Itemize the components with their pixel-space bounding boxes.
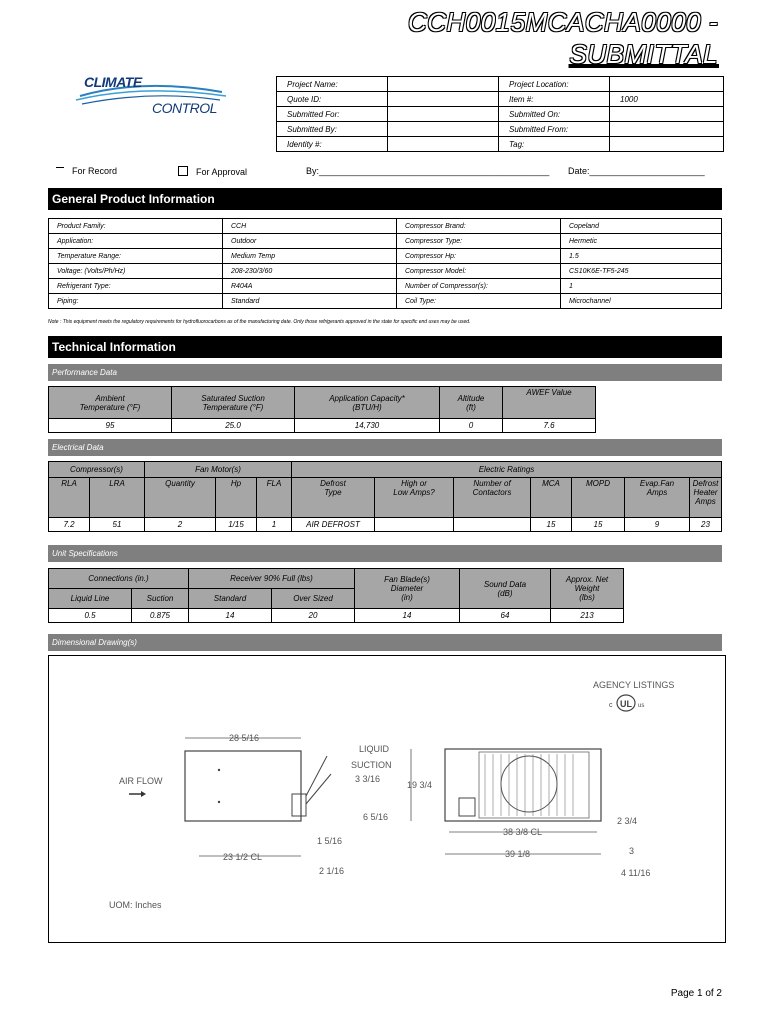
fan-guard-icon	[501, 756, 557, 812]
gen-label: Compressor Brand:	[397, 219, 561, 234]
elec-header: FLA	[257, 478, 292, 518]
unit-group-header: Connections (in.)	[49, 569, 189, 589]
page-number: Page 1 of 2	[670, 988, 722, 999]
unit-value: 0.875	[132, 609, 189, 623]
logo-line2: CONTROL	[152, 100, 217, 116]
project-value[interactable]	[388, 137, 499, 152]
elec-value: 51	[90, 518, 145, 532]
unit-group-header: Approx. Net Weight (lbs)	[551, 569, 624, 609]
project-label: Submitted From:	[499, 122, 610, 137]
logo-line1: CLIMATE	[84, 74, 142, 90]
dim-d9-label: 3	[629, 846, 635, 856]
unit-specifications-label: Unit Specifications	[48, 545, 722, 562]
gen-label: Refrigerant Type:	[49, 279, 223, 294]
project-value[interactable]	[610, 122, 724, 137]
for-approval-option[interactable]	[178, 166, 247, 177]
project-info-table	[276, 76, 724, 152]
gen-label: Temperature Range:	[49, 249, 223, 264]
project-value[interactable]	[610, 77, 724, 92]
dim-d5-label: 2 1/16	[319, 866, 345, 876]
gen-label: Compressor Type:	[397, 234, 561, 249]
project-label: Identity #:	[277, 137, 388, 152]
perf-header: Saturated Suction Temperature (°F)	[172, 387, 295, 419]
elec-header: Evap.Fan Amps	[625, 478, 690, 518]
elec-value: 15	[572, 518, 625, 532]
gen-label: Compressor Model:	[397, 264, 561, 279]
perf-value: 0	[440, 419, 503, 433]
elec-value: 7.2	[49, 518, 90, 532]
electrical-table	[48, 461, 722, 532]
approval-checkbox[interactable]	[178, 166, 188, 176]
svg-text:c: c	[609, 702, 613, 709]
gen-value: Medium Temp	[223, 249, 397, 264]
project-value[interactable]	[610, 137, 724, 152]
airflow-label: AIR FLOW	[119, 776, 163, 786]
unit-group-header: Receiver 90% Full (lbs)	[189, 569, 355, 589]
unit-drawing-svg	[49, 656, 725, 942]
project-label: Submitted By:	[277, 122, 388, 137]
general-section-header: General Product Information	[48, 188, 722, 210]
elec-header: RLA	[49, 478, 90, 518]
dim-d6-label: 2 3/4	[617, 816, 638, 826]
perf-header: Application Capacity* (BTU/H)	[295, 387, 440, 419]
performance-table	[48, 386, 596, 433]
elec-value: 9	[625, 518, 690, 532]
dim-d2-label: 6 5/16	[363, 812, 389, 822]
unit-value: 14	[355, 609, 460, 623]
gen-label: Compressor Hp:	[397, 249, 561, 264]
elec-value: 2	[145, 518, 216, 532]
dim-d7-label: 38 3/8 CL	[503, 827, 543, 837]
elec-value: 23	[690, 518, 722, 532]
project-label: Project Location:	[499, 77, 610, 92]
perf-value: 14,730	[295, 419, 440, 433]
by-field[interactable]: By:______________________________________________	[306, 166, 550, 176]
title-line1: CCH0015MCACHA0000 -	[407, 7, 718, 37]
unit-value: 213	[551, 609, 624, 623]
gen-value: Hermetic	[561, 234, 722, 249]
suction-label: SUCTION	[351, 760, 392, 770]
gen-label: Number of Compressor(s):	[397, 279, 561, 294]
project-label: Quote ID:	[277, 92, 388, 107]
gen-label: Application:	[49, 234, 223, 249]
gen-label: Voltage: (Volts/Ph/Hz)	[49, 264, 223, 279]
elec-header: LRA	[90, 478, 145, 518]
gen-value: CCH	[223, 219, 397, 234]
dim-width-label: 28 5/16	[229, 733, 260, 743]
general-info-table	[48, 218, 722, 309]
perf-header: Altitude (ft)	[440, 387, 503, 419]
elec-group-header: Electric Ratings	[292, 462, 722, 478]
agency-listings-text: AGENCY LISTINGS	[593, 680, 675, 690]
elec-value	[375, 518, 454, 532]
elec-header: MOPD	[572, 478, 625, 518]
elec-value	[454, 518, 531, 532]
for-record-option[interactable]	[56, 166, 117, 176]
coil-fins	[485, 754, 573, 816]
gen-value: R404A	[223, 279, 397, 294]
electrical-data-label: Electrical Data	[48, 439, 722, 456]
project-label: Submitted For:	[277, 107, 388, 122]
gen-value: Standard	[223, 294, 397, 309]
company-logo	[62, 70, 242, 130]
unit-value: 64	[460, 609, 551, 623]
elec-value: 15	[531, 518, 572, 532]
title-line2: SUBMITTAL	[569, 39, 718, 69]
document-title	[408, 6, 718, 70]
for-record-label: For Record	[72, 166, 118, 176]
perf-header: AWEF Value	[503, 387, 596, 419]
elec-value: 1/15	[216, 518, 257, 532]
elec-header: Defrost Type	[292, 478, 375, 518]
project-value[interactable]	[388, 122, 499, 137]
gen-value: 1	[561, 279, 722, 294]
record-checkbox[interactable]	[56, 167, 64, 168]
gen-label: Piping:	[49, 294, 223, 309]
liquid-label: LIQUID	[359, 744, 390, 754]
technical-section-header: Technical Information	[48, 336, 722, 358]
svg-text:us: us	[638, 703, 645, 709]
project-value[interactable]	[610, 107, 724, 122]
gen-value: Microchannel	[561, 294, 722, 309]
airflow-arrow-icon	[129, 791, 146, 797]
project-value[interactable]	[388, 77, 499, 92]
unit-side-view	[185, 751, 301, 821]
dim-height-label: 19 3/4	[407, 780, 433, 790]
elec-header: High or Low Amps?	[375, 478, 454, 518]
project-label: Item #:	[499, 92, 610, 107]
project-value[interactable]	[388, 107, 499, 122]
perf-value: 25.0	[172, 419, 295, 433]
gen-value: Copeland	[561, 219, 722, 234]
dim-d1-label: 3 3/16	[355, 774, 381, 784]
unit-specs-table	[48, 568, 624, 623]
perf-value: 7.6	[503, 419, 596, 433]
gen-value: Outdoor	[223, 234, 397, 249]
elec-group-header: Fan Motor(s)	[145, 462, 292, 478]
unit-value: 20	[272, 609, 355, 623]
dimensional-drawing-label: Dimensional Drawing(s)	[48, 634, 722, 651]
item-number-value[interactable]: 1000	[610, 92, 724, 107]
unit-header: Over Sized	[272, 589, 355, 609]
perf-header: Ambient Temperature (°F)	[49, 387, 172, 419]
unit-header: Liquid Line	[49, 589, 132, 609]
elec-header: Defrost Heater Amps	[690, 478, 722, 518]
ul-listing-icon	[609, 695, 644, 711]
dim-d3-label: 1 5/16	[317, 836, 343, 846]
project-label: Tag:	[499, 137, 610, 152]
perf-value: 95	[49, 419, 172, 433]
elec-header: Number of Contactors	[454, 478, 531, 518]
unit-group-header: Sound Data (dB)	[460, 569, 551, 609]
unit-value: 14	[189, 609, 272, 623]
unit-group-header: Fan Blade(s) Diameter (in)	[355, 569, 460, 609]
gen-label: Coil Type:	[397, 294, 561, 309]
gen-value: 208-230/3/60	[223, 264, 397, 279]
elec-header: MCA	[531, 478, 572, 518]
elec-header: Quantity	[145, 478, 216, 518]
for-approval-label: For Approval	[196, 167, 248, 177]
dim-d4-label: 23 1/2 CL	[223, 852, 263, 862]
dim-d8-label: 39 1/8	[505, 849, 531, 859]
unit-header: Suction	[132, 589, 189, 609]
elec-value: 1	[257, 518, 292, 532]
gen-label: Product Family:	[49, 219, 223, 234]
regulatory-note: Note : This equipment meets the regulatory requirements for hydrofluorocarbons as of the manufacturing date. Only those refrigerants approved in the state for specific end uses may be used.	[48, 319, 471, 325]
performance-data-label: Performance Data	[48, 364, 722, 381]
elec-group-header: Compressor(s)	[49, 462, 145, 478]
date-field[interactable]: Date:_______________________	[568, 166, 705, 176]
dim-d10-label: 4 11/16	[621, 868, 651, 878]
svg-text:UL: UL	[620, 699, 632, 709]
elec-value: AIR DEFROST	[292, 518, 375, 532]
unit-front-view	[445, 749, 601, 821]
elec-header: Hp	[216, 478, 257, 518]
unit-header: Standard	[189, 589, 272, 609]
project-label: Project Name:	[277, 77, 388, 92]
project-value[interactable]	[388, 92, 499, 107]
project-label: Submitted On:	[499, 107, 610, 122]
unit-value: 0.5	[49, 609, 132, 623]
gen-value: CS10K6E-TF5-245	[561, 264, 722, 279]
uom-label: UOM: Inches	[109, 900, 162, 910]
gen-value: 1.5	[561, 249, 722, 264]
dimensional-drawing	[48, 655, 726, 943]
